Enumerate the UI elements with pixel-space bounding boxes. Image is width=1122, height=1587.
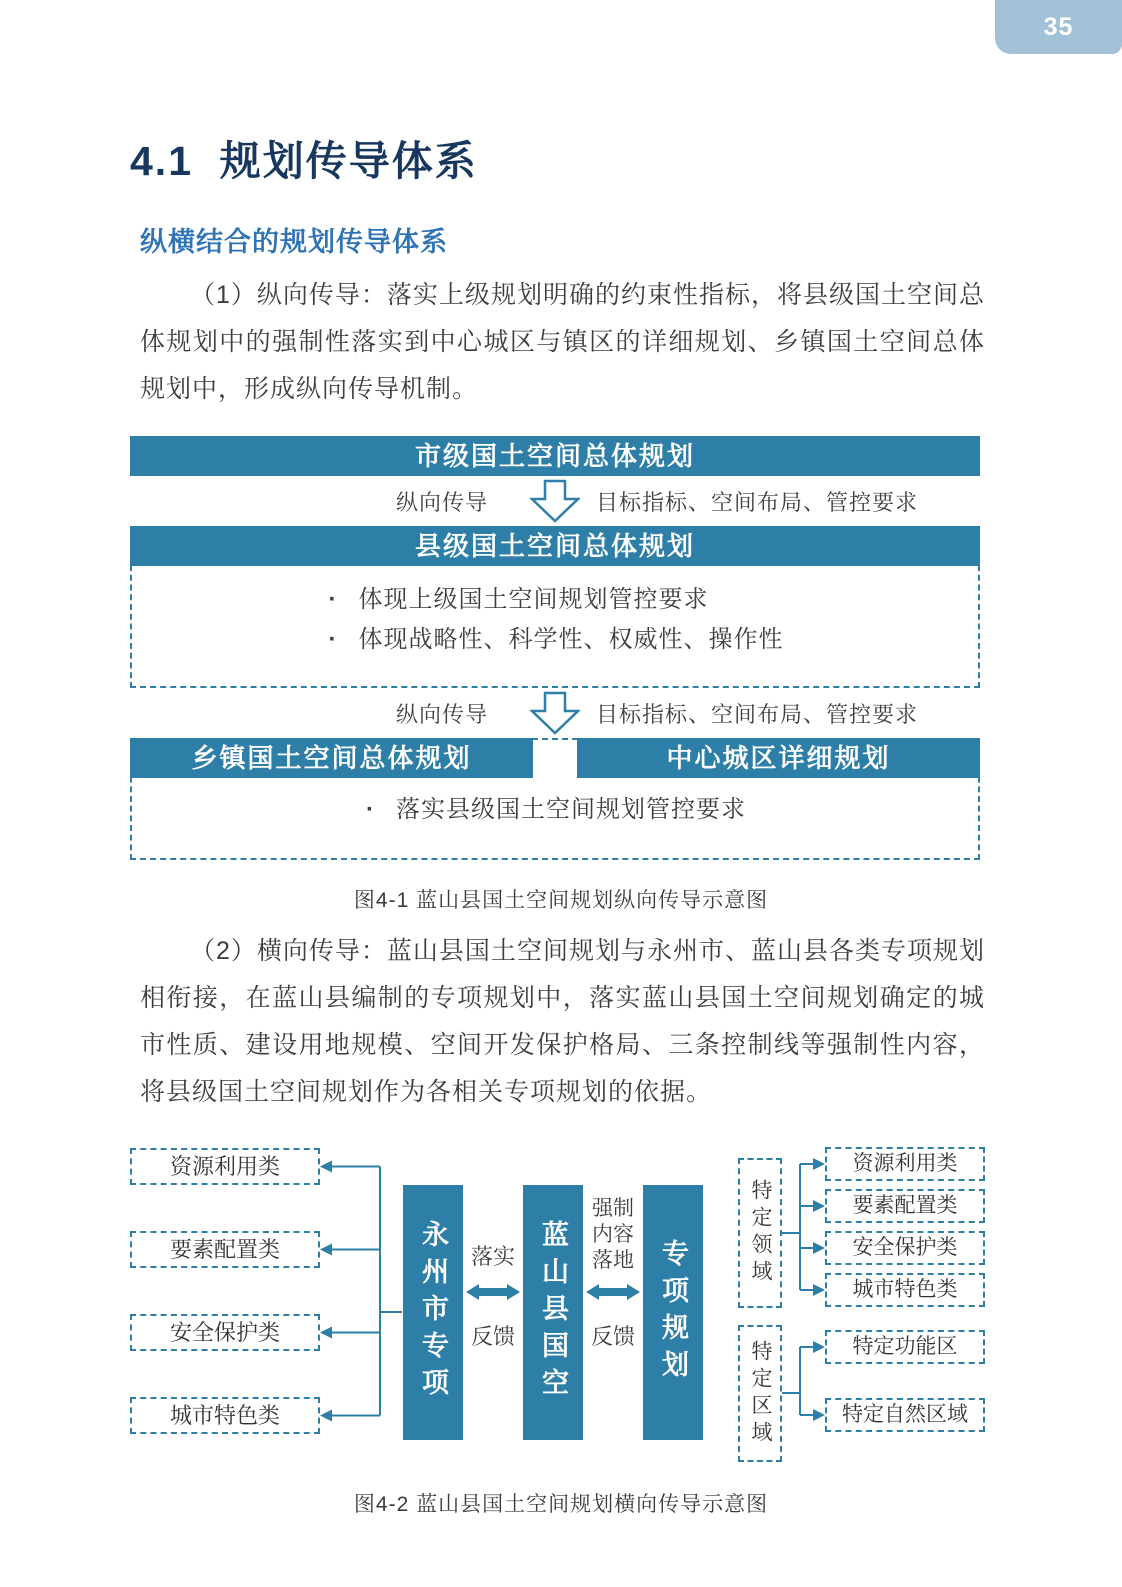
- fig2-tag-specific-region: 特定区域: [738, 1325, 782, 1462]
- bullet-item: [364, 790, 746, 830]
- fig2-bar-lanshan-plan: 蓝山县国空: [523, 1185, 583, 1440]
- fig1-arrow1-left-label: 纵向传导: [395, 489, 488, 515]
- fig2-link2-bottom-label: 反馈: [590, 1324, 635, 1349]
- fig1-arrow2-left-label: 纵向传导: [395, 701, 488, 727]
- fig2-left-box-character: 城市特色类: [130, 1397, 320, 1434]
- fig2-left-box-resource: 资源利用类: [130, 1148, 320, 1185]
- fig1-county-section: [130, 526, 980, 688]
- figure-vertical-transmission: [130, 436, 980, 860]
- figure-horizontal-transmission: [0, 1140, 1122, 1475]
- fig2-right-box-elements: 要素配置类: [825, 1189, 985, 1223]
- fig1-bar-county-level: 县级国土空间总体规划: [130, 526, 980, 566]
- fig1-bar-township: 乡镇国土空间总体规划: [130, 738, 533, 778]
- page-number-badge: [995, 0, 1122, 54]
- fig1-arrow-row-1: [130, 476, 980, 526]
- fig1-county-bullets: [132, 566, 978, 686]
- bullet-text: 落实县级国土空间规划管控要求: [396, 796, 746, 823]
- down-block-arrow-icon: [530, 479, 580, 523]
- fig2-right-box-natural-zone: 特定自然区域: [825, 1398, 985, 1432]
- fig2-link1-top-label: 落实: [470, 1244, 515, 1269]
- fig2-right-box-resource: 资源利用类: [825, 1147, 985, 1181]
- paragraph-vertical-transmission: （1）纵向传导：落实上级规划明确的约束性指标，将县级国土空间总体规划中的强制性落实到中心城区与镇区的详细规划、乡镇国土空间总体规划中，形成纵向传导机制。: [140, 281, 985, 403]
- fig2-bar-yongzhou-special: 永州市专项: [403, 1185, 463, 1440]
- fig1-lower-section: [130, 738, 980, 860]
- fig1-arrow-row-2: [130, 688, 980, 738]
- fig2-left-box-safety: 安全保护类: [130, 1314, 320, 1351]
- down-block-arrow-icon: [530, 691, 580, 735]
- fig2-right-box-functional-zone: 特定功能区: [825, 1330, 985, 1364]
- bullet-item: [327, 580, 784, 620]
- fig2-tag-specific-domain: 特定领域: [738, 1158, 782, 1308]
- figure-4-2-caption: 图4-2 蓝山县国土空间规划横向传导示意图: [353, 1493, 769, 1516]
- fig1-lower-bullets: [132, 778, 978, 858]
- fig1-arrow1-right-label: 目标指标、空间布局、管控要求: [596, 489, 919, 515]
- fig2-right-box-character: 城市特色类: [825, 1273, 985, 1307]
- page-number: 35: [1043, 12, 1074, 41]
- double-arrow-icon: [466, 1283, 520, 1301]
- fig1-bar-central-district: 中心城区详细规划: [577, 738, 980, 778]
- fig1-bar-city-level: 市级国土空间总体规划: [130, 436, 980, 476]
- bullet-text: 体现上级国土空间规划管控要求: [358, 586, 709, 613]
- double-arrow-icon: [586, 1283, 640, 1301]
- bullet-item: [327, 620, 784, 660]
- section-subtitle: 纵横结合的规划传导体系: [140, 227, 448, 257]
- paragraph-horizontal-transmission: （2）横向传导：蓝山县国土空间规划与永州市、蓝山县各类专项规划相衔接，在蓝山县编制的专项规划中，落实蓝山县国土空间规划确定的城市性质、建设用地规模、空间开发保护格局、三条控制线等强制性内容，将县级国土空间规划作为各相关专项规划的依据。: [140, 937, 985, 1106]
- figure-4-1-caption: 图4-1 蓝山县国土空间规划纵向传导示意图: [353, 889, 769, 912]
- bullet-text: 体现战略性、科学性、权威性、操作性: [358, 626, 784, 653]
- page-title: 4.1 规划传导体系: [130, 138, 478, 184]
- fig1-lower-bars: [130, 738, 980, 778]
- fig2-link1-bottom-label: 反馈: [470, 1324, 515, 1349]
- fig2-bar-special-plan: 专项规划: [643, 1185, 703, 1440]
- fig2-left-box-elements: 要素配置类: [130, 1231, 320, 1268]
- fig2-right-box-safety: 安全保护类: [825, 1231, 985, 1265]
- fig1-arrow2-right-label: 目标指标、空间布局、管控要求: [596, 701, 919, 727]
- fig2-link2-top-label: 强制内容落地: [592, 1197, 634, 1272]
